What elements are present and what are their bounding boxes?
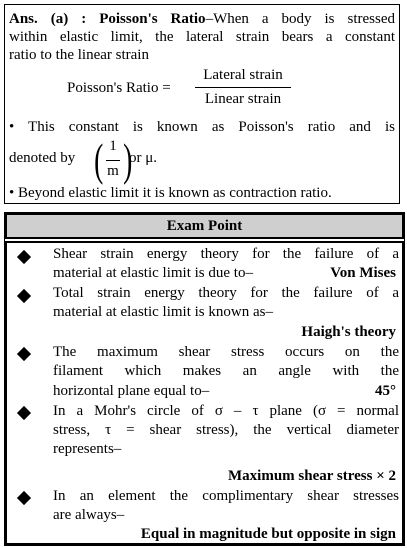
point-3-answer: 45°: [375, 383, 396, 399]
point-1-answer: Von Mises: [330, 265, 396, 281]
point-4-line-3: represents–: [53, 441, 122, 457]
diamond-bullet-icon: [17, 289, 31, 303]
fraction-bar: [195, 87, 291, 88]
fraction-denominator: m: [107, 163, 119, 179]
point-4-line-2: stress, τ = shear stress), the vertical diameter: [53, 422, 399, 438]
point-1-line-1: Shear strain energy theory for the failure of a: [53, 246, 399, 262]
point-2-answer: Haigh's theory: [301, 324, 396, 340]
bullet-1-suffix: or μ.: [129, 150, 158, 166]
formula-lhs: Poisson's Ratio =: [67, 80, 171, 96]
diamond-bullet-icon: [17, 347, 31, 361]
point-2-line-2: material at elastic limit is known as–: [53, 304, 273, 320]
fraction-numerator: 1: [109, 138, 117, 154]
point-2-line-1: Total strain energy theory for the failure of a: [53, 285, 399, 301]
answer-label: Ans. (a) : Poisson's Ratio: [9, 11, 206, 27]
formula-fraction: [195, 65, 291, 109]
bullet-2: • Beyond elastic limit it is known as contraction ratio.: [9, 185, 332, 201]
diamond-bullet-icon: [17, 250, 31, 264]
left-paren: (: [94, 134, 104, 185]
answer-line-1-rest: –When a body is stressed: [205, 11, 395, 27]
diamond-bullet-icon: [17, 406, 31, 420]
fraction-bar: [106, 160, 120, 161]
point-1-line-2: material at elastic limit is due to–: [53, 265, 253, 281]
point-3-line-2: filament which makes an angle with the: [53, 363, 399, 379]
exam-point-list: [5, 241, 404, 545]
point-3-line-1: The maximum shear stress occurs on the: [53, 344, 399, 360]
answer-line-3: ratio to the linear strain: [9, 47, 149, 63]
point-3-line-3: horizontal plane equal to–: [53, 383, 210, 399]
formula-denominator: Linear strain: [204, 91, 282, 107]
point-5-line-1: In an element the complimentary shear stresses: [53, 488, 399, 504]
point-5-line-2: are always–: [53, 507, 125, 523]
diamond-bullet-icon: [17, 491, 31, 505]
point-4-line-1: In a Mohr's circle of σ – τ plane (σ = normal: [53, 403, 399, 419]
formula-numerator: Lateral strain: [203, 67, 283, 83]
answer-line-2: within elastic limit, the lateral strain bears a constant: [9, 29, 395, 45]
bullet-1-prefix: denoted by: [9, 150, 76, 166]
one-over-m-fraction: [95, 136, 131, 188]
bullet-1-line-1: • This constant is known as Poisson's ratio and is: [9, 119, 395, 135]
exam-point-box: [4, 212, 405, 546]
answer-line-1: [9, 11, 395, 28]
answer-box: [4, 4, 400, 204]
exam-point-title: Exam Point: [5, 213, 404, 239]
right-paren: ): [122, 134, 132, 185]
point-4-answer: Maximum shear stress × 2: [228, 468, 396, 484]
point-5-answer: Equal in magnitude but opposite in sign: [140, 526, 396, 542]
